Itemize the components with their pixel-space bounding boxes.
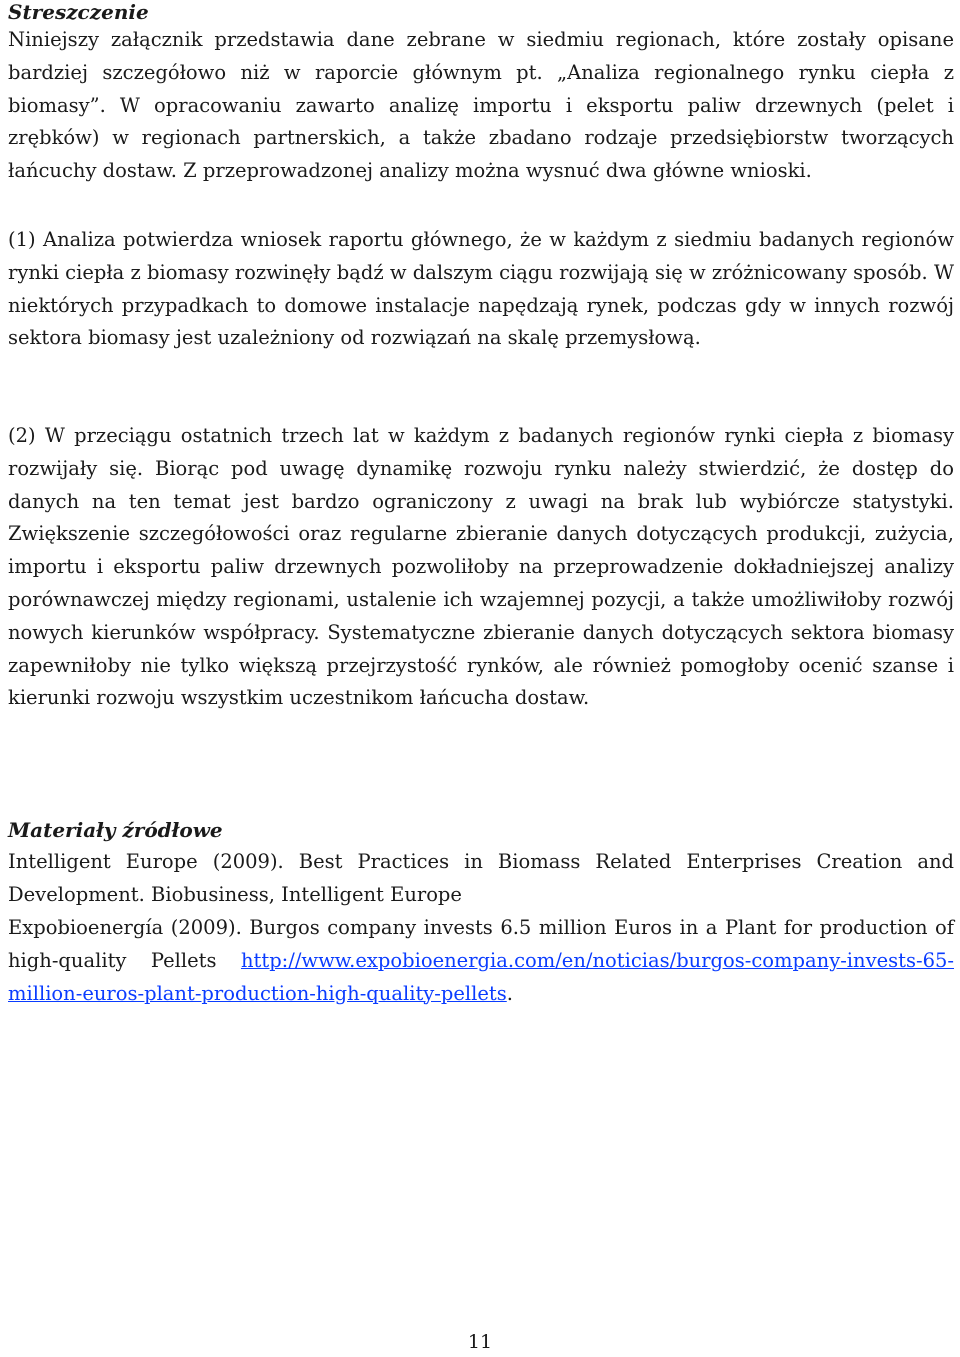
sources-heading: Materiały źródłowe <box>8 818 223 842</box>
summary-intro-text-serif: Niniejszy załącznik przedstawia dane zebrane w siedmiu regionach, które zostały opisane bardziej szczegółowo niż w raporcie głównym pt. „Analiza regionalnego rynku ciepła z biomasy”. W opracowaniu zawarto analizę importu i eksportu paliw drzewnych (pelet i zrębków) w regionach partnerskich, a także zbadano rodzaje przedsiębiorstw tworzących łańcuchy dostaw. <box>8 28 954 183</box>
reference-expobioenergia-link[interactable]: http://www.expobioenergia.com/en/noticias/burgos-company-invests-65-million-euros-plant-production-high-quality-pellets <box>8 948 954 1005</box>
reference-intelligent-europe: Intelligent Europe (2009). Best Practices in Biomass Related Enterprises Creation and Development. Biobusiness, Intelligent Europe <box>8 850 954 906</box>
page-number: 11 <box>467 1331 493 1353</box>
conclusion-two-paragraph: (2) W przeciągu ostatnich trzech lat w każdym z badanych regionów rynki ciepła z biomasy rozwijały się. Biorąc pod uwagę dynamikę rozwoju rynku należy stwierdzić, że dostęp do danych na ten temat jest bardzo ograniczony z uwagi na brak lub wybiórcze statystyki. Zwiększenie szczegółowości oraz regularne zbieranie danych dotyczących produkcji, zużycia, importu i eksportu paliw drzewnych pozwoliłoby na przeprowadzenie dokładniejszej analizy porównawczej między regionami, ustalenie ich wzajemnej pozycji, a także umożliwiłoby rozwój nowych kierunków współpracy. Systematyczne zbieranie danych dotyczących sektora biomasy zapewniłoby nie tylko większą przejrzystość rynków, ale również pomogłoby ocenić szanse i kierunki rozwoju wszystkim uczestnikom łańcucha dostaw. <box>8 424 954 710</box>
conclusion-one-paragraph: (1) Analiza potwierdza wniosek raportu głównego, że w każdym z siedmiu badanych regionów rynki ciepła z biomasy rozwinęły bądź w dalszym ciągu rozwijają się w zróżnicowany sposób. W niektórych przypadkach to domowe instalacje napędzają rynek, podczas gdy w innych rozwój sektora biomasy jest uzależniony od rozwiązań na skalę przemysłową. <box>8 228 954 350</box>
reference-expobioenergia-end: . <box>506 981 513 1005</box>
reference-expobioenergia-text: Expobioenergía (2009). Burgos company invests 6.5 million Euros in a Plant for production of high-quality Pellets <box>8 916 954 972</box>
summary-heading: Streszczenie <box>8 0 149 24</box>
reference-expobioenergia <box>8 912 954 1010</box>
summary-intro-conclusion: Z przeprowadzonej analizy można wysnuć dwa główne wnioski. <box>183 159 812 183</box>
summary-intro-paragraph <box>8 24 954 188</box>
